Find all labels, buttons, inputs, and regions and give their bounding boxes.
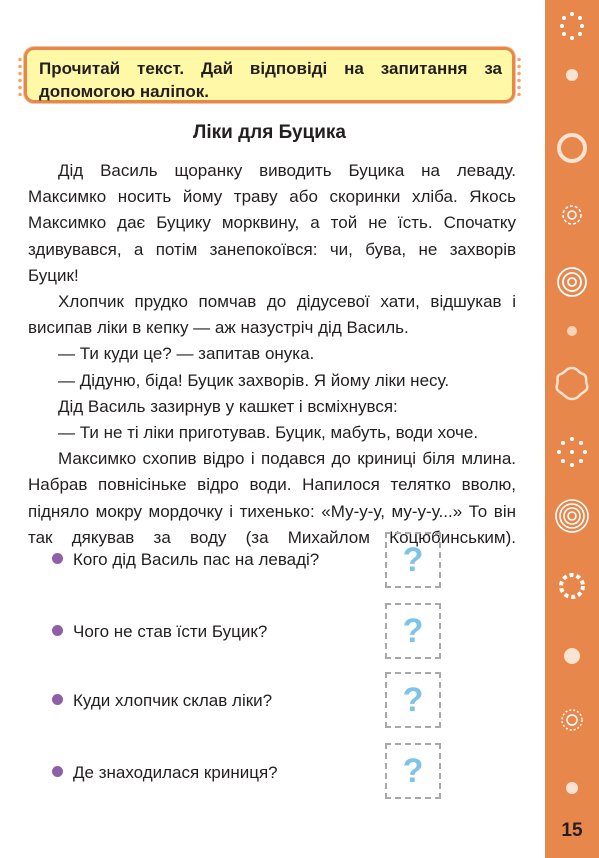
question-item [52,760,278,786]
scallop-dot [539,590,544,600]
scallop-dot [539,400,544,410]
scallop-dot [539,610,544,620]
dotted-ring-icon [545,6,599,46]
scallop-dot [539,30,544,40]
story-paragraph: Дід Василь зазирнув у кашкет і всміхнувся: [58,396,398,416]
scallop-dot [539,760,544,770]
scallop-dot [539,650,544,660]
question-text: Чого не став їсти Буцик? [73,622,268,641]
side-decoration-bar [545,0,599,858]
scallop-dot [539,200,544,210]
scallop-dot [539,210,544,220]
story-paragraph: — Дідуню, біда! Буцик захворів. Я йому ліки несу. [58,370,450,390]
scallop-dot [539,300,544,310]
spiral-icon [545,700,599,740]
scallop-dot [539,510,544,520]
scallop-dot [539,780,544,790]
scallop-dot [539,140,544,150]
instruction-box [24,47,515,103]
scallop-dot [539,570,544,580]
bullet-icon [52,694,63,705]
scallop-dot [539,540,544,550]
scallop-dot [539,640,544,650]
scallop-dot [539,810,544,820]
scallop-dot [539,340,544,350]
scallop-dot [539,740,544,750]
scallop-dot [539,50,544,60]
scallop-dot [539,180,544,190]
question-item [52,547,319,573]
scallop-dot [539,850,544,858]
scallop-dot [539,330,544,340]
scallop-dot [539,280,544,290]
scallop-dot [539,130,544,140]
scallop-dot [539,530,544,540]
dot-icon [545,768,599,808]
concentric-rings-icon [545,262,599,302]
scallop-dot [539,170,544,180]
sticker-slot[interactable]: ? [385,603,441,659]
scallop-dot [539,290,544,300]
scallop-dot [539,580,544,590]
scallop-dot [539,100,544,110]
scallop-dot [539,660,544,670]
target-rings-icon [545,496,599,536]
scallop-dot [539,310,544,320]
scallop-dot [539,60,544,70]
story-paragraph: Максимко схопив відро і подався до криниці біля млина. Набрав повнісіньке відро води. Напилося телятко вволю, підняло мокру мордочку і тихенько: «Му-у-у, му-у-у...» То він так дякував за воду (за Михайлом Коцюбинським). [28,449,516,547]
flower-icon [545,195,599,235]
scallop-dot [539,370,544,380]
page-number: 15 [561,820,583,841]
scallop-dot [539,380,544,390]
scallop-dot [539,460,544,470]
scallop-dot [539,260,544,270]
scallop-dot [539,710,544,720]
scallop-dot [539,520,544,530]
dotted-circle-icon [545,432,599,472]
story-paragraph: Дід Василь щоранку виводить Буцика на леваду. Максимко носить йому траву або скоринки хліба. Якось Максимко дає Буцику морквину, а той не їсть. Спочатку здивувався, а потім занепокоївся: чи, бува, не захворів Буцик! [28,161,516,285]
scallop-dot [539,490,544,500]
scallop-dot [539,480,544,490]
scallop-dot [539,620,544,630]
question-text: Де знаходилася криниця? [73,763,278,782]
scallop-dot [539,600,544,610]
story-text [28,158,516,551]
scallop-dot [539,410,544,420]
scallop-dot [539,420,544,430]
story-paragraph: — Ти куди це? — запитав онука. [58,344,315,364]
scallop-dot [539,670,544,680]
scallop-dot [539,440,544,450]
scallop-dot [539,680,544,690]
small-dot-icon [545,311,599,351]
sticker-slot[interactable]: ? [385,532,441,588]
bullet-icon [52,553,63,564]
dot-icon [545,55,599,95]
scallop-dot [539,270,544,280]
scallop-dot [539,830,544,840]
scallop-dot [539,630,544,640]
scallop-dot [539,320,544,330]
dot-icon [545,636,599,676]
scallop-dot [539,500,544,510]
dotted-border-right [516,56,522,96]
question-item [52,688,272,714]
question-item [52,619,267,645]
ring-icon [545,128,599,168]
sticker-slot[interactable]: ? [385,672,441,728]
scallop-dot [539,450,544,460]
scallop-dot [539,770,544,780]
scallop-dot [539,80,544,90]
scallop-dot [539,750,544,760]
scallop-dot [539,70,544,80]
scallop-dot [539,360,544,370]
scallop-dot [539,190,544,200]
scallop-dot [539,390,544,400]
scallop-dot [539,20,544,30]
bullet-icon [52,625,63,636]
scallop-dot [539,790,544,800]
scallop-dot [539,470,544,480]
scallop-dot [539,840,544,850]
scallop-dot [539,110,544,120]
scallop-dot [539,0,544,10]
dotted-border-left [17,56,23,96]
dash-ring-icon [545,566,599,606]
scallop-dot [539,220,544,230]
story-paragraph: Хлопчик прудко помчав до дідусевої хати, відшукав і висипав ліки в кепку — аж назустріч дід Василь. [28,292,516,338]
scallop-dot [539,160,544,170]
scallop-dot [539,40,544,50]
instruction-text: Прочитай текст. Дай відповіді на запитання за допомогою наліпок. [39,59,502,101]
scallop-dot [539,430,544,440]
scallop-dot [539,800,544,810]
scallop-dot [539,240,544,250]
scallop-dot [539,820,544,830]
sticker-slot[interactable]: ? [385,743,441,799]
scallop-dot [539,230,544,240]
scallop-dot [539,550,544,560]
story-paragraph: — Ти не ті ліки приготував. Буцик, мабуть, води хоче. [58,423,479,443]
bullet-icon [52,766,63,777]
scallop-dot [539,560,544,570]
scallop-dot [539,120,544,130]
question-text: Куди хлопчик склав ліки? [73,691,273,710]
scallop-dot [539,350,544,360]
scallop-dot [539,10,544,20]
story-title: Ліки для Буцика [193,122,346,143]
scallop-dot [539,730,544,740]
scallop-dot [539,250,544,260]
scallop-dot [539,90,544,100]
cloud-blob-icon [545,363,599,403]
scallop-dot [539,690,544,700]
scallop-dot [539,150,544,160]
scallop-dot [539,700,544,710]
scallop-dot [539,720,544,730]
question-text: Кого дід Василь пас на леваді? [73,550,320,569]
